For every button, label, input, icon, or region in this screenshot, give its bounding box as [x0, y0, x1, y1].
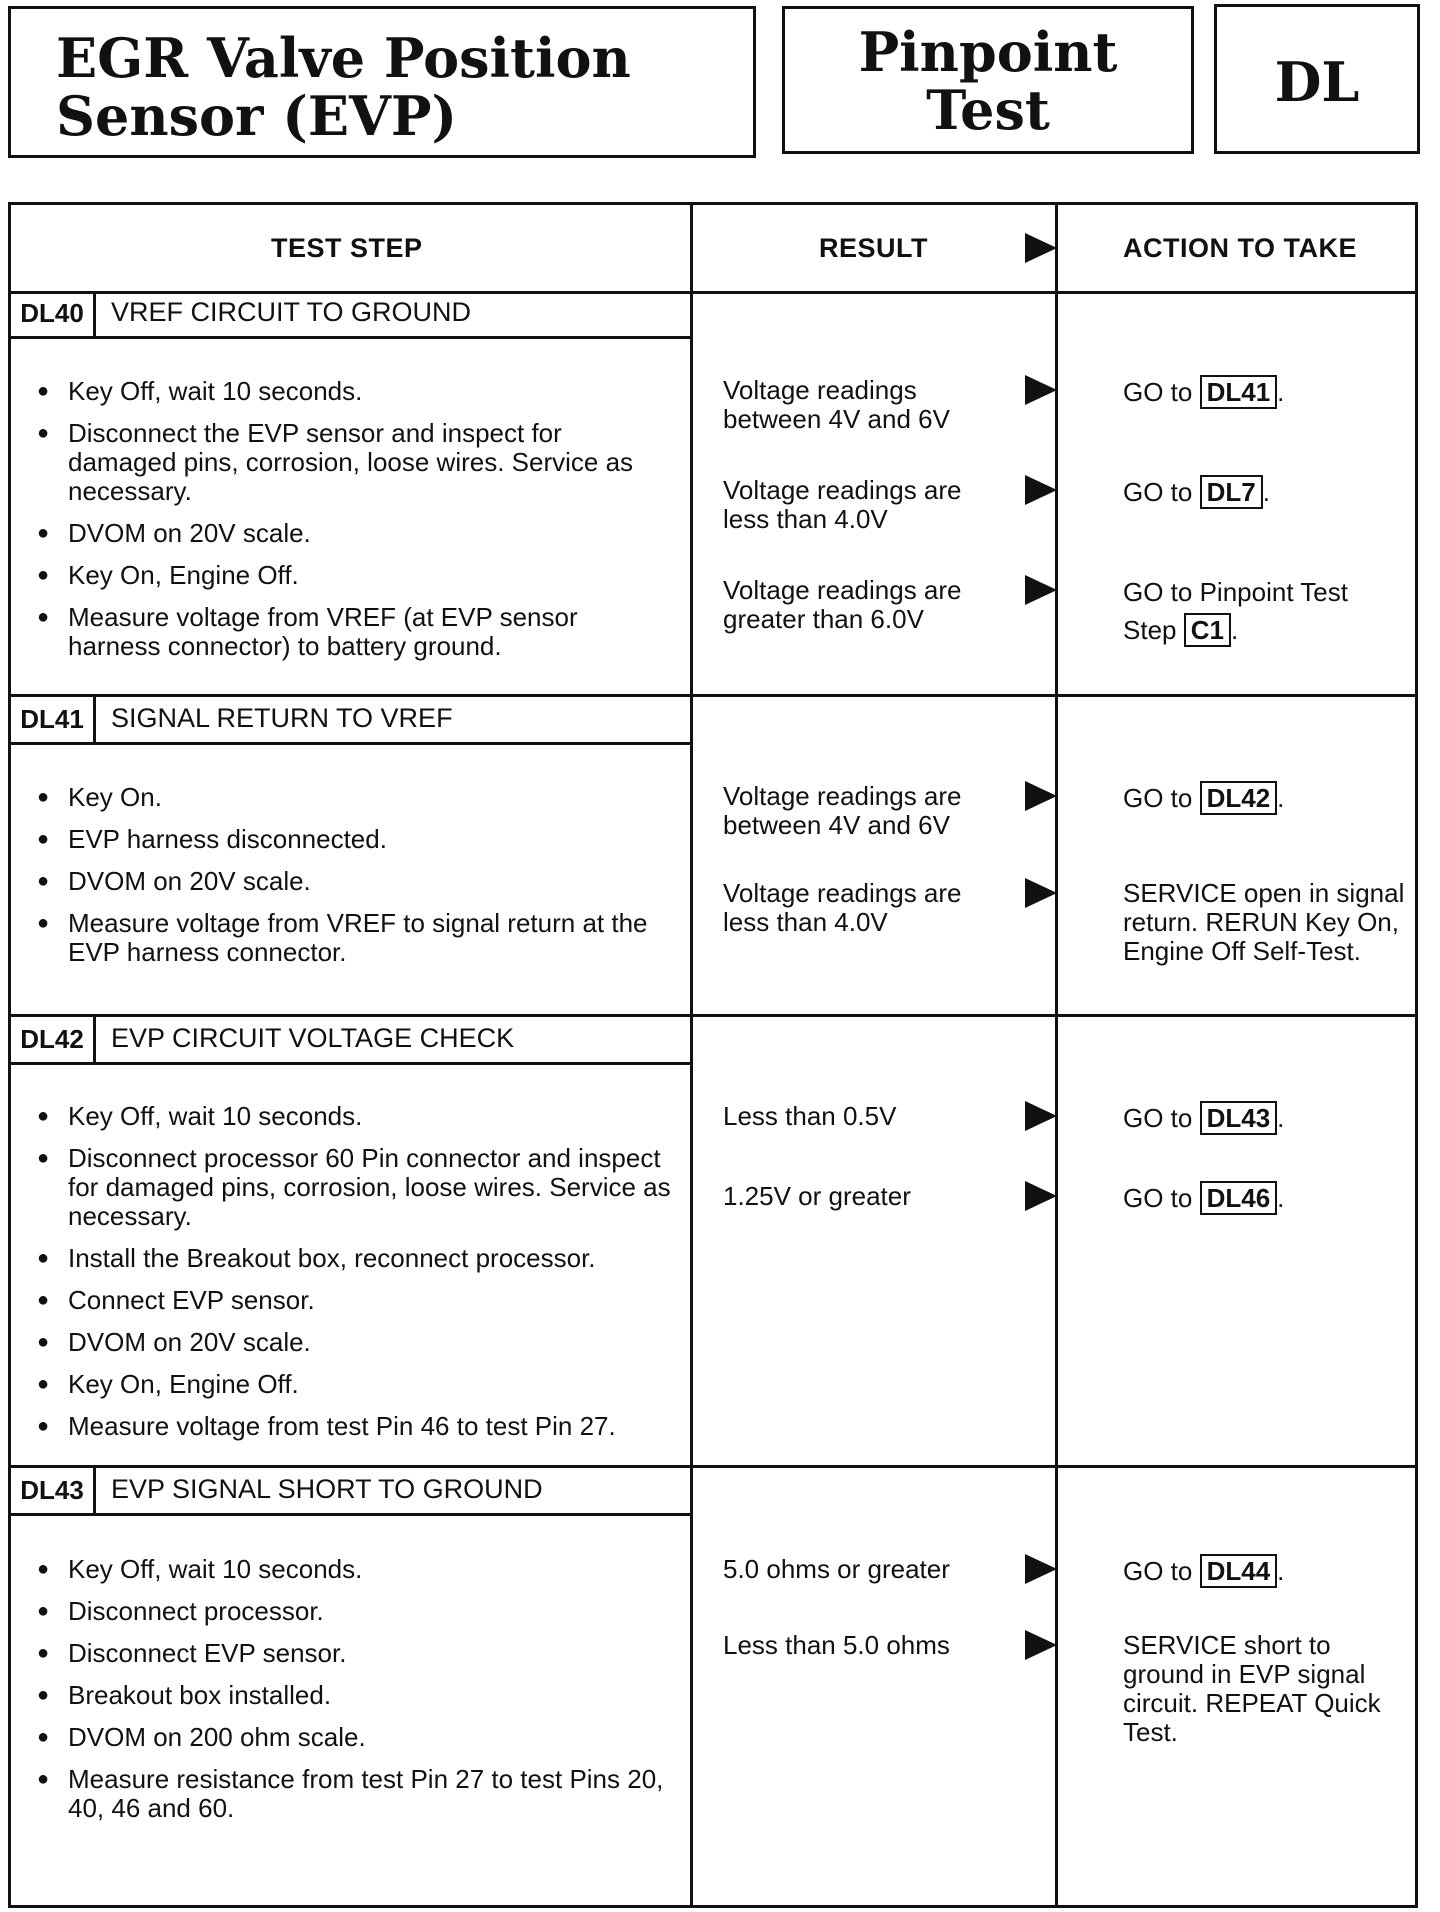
action-text: SERVICE open in signal return. RERUN Key On, Engine Off Self-Test. — [1123, 878, 1405, 966]
instruction-item: ● DVOM on 200 ohm scale. — [33, 1723, 673, 1752]
step-code: DL41 — [11, 697, 96, 742]
action-text: GO to Pinpoint Test Step C1 . — [1123, 577, 1348, 645]
arrow-icon — [1025, 878, 1057, 908]
instruction-item: ● Disconnect processor. — [33, 1597, 673, 1626]
instruction-item: ● EVP harness disconnected. — [33, 825, 673, 854]
action-text: GO to DL46 . — [1123, 1183, 1285, 1213]
instruction-item: ● Connect EVP sensor. — [33, 1286, 673, 1315]
result-text: Voltage readings between 4V and 6V — [723, 375, 950, 434]
instruction-item: ● Measure resistance from test Pin 27 to test Pins 20, 40, 46 and 60. — [33, 1765, 673, 1823]
instruction-item: ● Key On. — [33, 783, 673, 812]
procedure-title-line1: EGR Valve Position — [56, 26, 631, 90]
step-code: DL42 — [11, 1017, 96, 1062]
arrow-icon — [1025, 1630, 1057, 1660]
instruction-item: ● Measure voltage from test Pin 46 to test Pin 27. — [33, 1412, 673, 1441]
instruction-item: ● Key Off, wait 10 seconds. — [33, 1555, 673, 1584]
procedure-title-line2: Sensor (EVP) — [56, 84, 458, 148]
result-text: 1.25V or greater — [723, 1181, 911, 1211]
step-dl43-instructions — [33, 1555, 673, 1836]
step-reference: DL41 — [1200, 375, 1278, 409]
arrow-icon — [1025, 575, 1057, 605]
step-reference: DL7 — [1200, 475, 1263, 509]
result-text: 5.0 ohms or greater — [723, 1554, 950, 1584]
result-text: Voltage readings are less than 4.0V — [723, 475, 962, 534]
arrow-icon — [1025, 1554, 1057, 1584]
instruction-item: ● Key On, Engine Off. — [33, 561, 673, 590]
instruction-item: ● Disconnect the EVP sensor and inspect for damaged pins, corrosion, loose wires. Service as necessary. — [33, 419, 673, 506]
step-code: DL40 — [11, 291, 96, 336]
result-text: Voltage readings are between 4V and 6V — [723, 781, 962, 840]
instruction-item: ● DVOM on 20V scale. — [33, 867, 673, 896]
test-code: DL — [1274, 50, 1360, 114]
step-reference: C1 — [1184, 613, 1231, 647]
step-reference: DL44 — [1200, 1554, 1278, 1588]
column-header-test-step: TEST STEP — [271, 233, 423, 263]
pinpoint-test-table — [8, 202, 1418, 1908]
action-text: GO to DL41 . — [1123, 377, 1285, 407]
test-type-line1: Pinpoint — [858, 20, 1118, 84]
instruction-item: ● DVOM on 20V scale. — [33, 519, 673, 548]
instruction-item: ● Disconnect processor 60 Pin connector and inspect for damaged pins, corrosion, loose wires. Service as necessary. — [33, 1144, 673, 1231]
instruction-item: ● Key Off, wait 10 seconds. — [33, 1102, 673, 1131]
step-title: SIGNAL RETURN TO VREF — [111, 703, 453, 733]
action-text: GO to DL44 . — [1123, 1556, 1285, 1586]
action-text: GO to DL43 . — [1123, 1103, 1285, 1133]
arrow-icon — [1025, 375, 1057, 405]
instruction-item: ● DVOM on 20V scale. — [33, 1328, 673, 1357]
action-text: GO to DL7 . — [1123, 477, 1270, 507]
step-title: EVP CIRCUIT VOLTAGE CHECK — [111, 1023, 515, 1053]
column-header-result: RESULT — [819, 233, 928, 263]
step-title: EVP SIGNAL SHORT TO GROUND — [111, 1474, 543, 1504]
arrow-icon — [1025, 781, 1057, 811]
result-text: Less than 0.5V — [723, 1101, 897, 1131]
test-code-box — [1214, 4, 1420, 154]
step-title: VREF CIRCUIT TO GROUND — [111, 297, 472, 327]
instruction-item: ● Install the Breakout box, reconnect processor. — [33, 1244, 673, 1273]
instruction-item: ● Disconnect EVP sensor. — [33, 1639, 673, 1668]
step-reference: DL46 — [1200, 1181, 1278, 1215]
test-type-line2: Test — [926, 78, 1050, 142]
step-header-dl42 — [11, 1017, 690, 1065]
step-reference: DL43 — [1200, 1101, 1278, 1135]
header-arrow-icon — [1025, 233, 1057, 263]
step-dl41-instructions — [33, 783, 673, 980]
step-dl42-instructions — [33, 1102, 673, 1454]
instruction-item: ● Measure voltage from VREF (at EVP sensor harness connector) to battery ground. — [33, 603, 673, 661]
action-text: GO to DL42 . — [1123, 783, 1285, 813]
result-text: Voltage readings are greater than 6.0V — [723, 575, 962, 634]
column-header-action: ACTION TO TAKE — [1123, 233, 1357, 263]
step-code: DL43 — [11, 1468, 96, 1513]
instruction-item: ● Breakout box installed. — [33, 1681, 673, 1710]
result-text: Voltage readings are less than 4.0V — [723, 878, 962, 937]
instruction-item: ● Key Off, wait 10 seconds. — [33, 377, 673, 406]
instruction-item: ● Measure voltage from VREF to signal return at the EVP harness connector. — [33, 909, 673, 967]
arrow-icon — [1025, 475, 1057, 505]
instruction-item: ● Key On, Engine Off. — [33, 1370, 673, 1399]
arrow-icon — [1025, 1181, 1057, 1211]
test-type-box — [782, 6, 1194, 154]
column-divider-1 — [690, 205, 693, 1905]
step-header-dl40 — [11, 291, 690, 339]
action-text: SERVICE short to ground in EVP signal circuit. REPEAT Quick Test. — [1123, 1630, 1381, 1747]
procedure-title-box — [8, 6, 756, 158]
result-text: Less than 5.0 ohms — [723, 1630, 950, 1660]
step-dl40-instructions — [33, 377, 673, 674]
step-header-dl41 — [11, 697, 690, 745]
step-reference: DL42 — [1200, 781, 1278, 815]
arrow-icon — [1025, 1101, 1057, 1131]
step-header-dl43 — [11, 1468, 690, 1516]
